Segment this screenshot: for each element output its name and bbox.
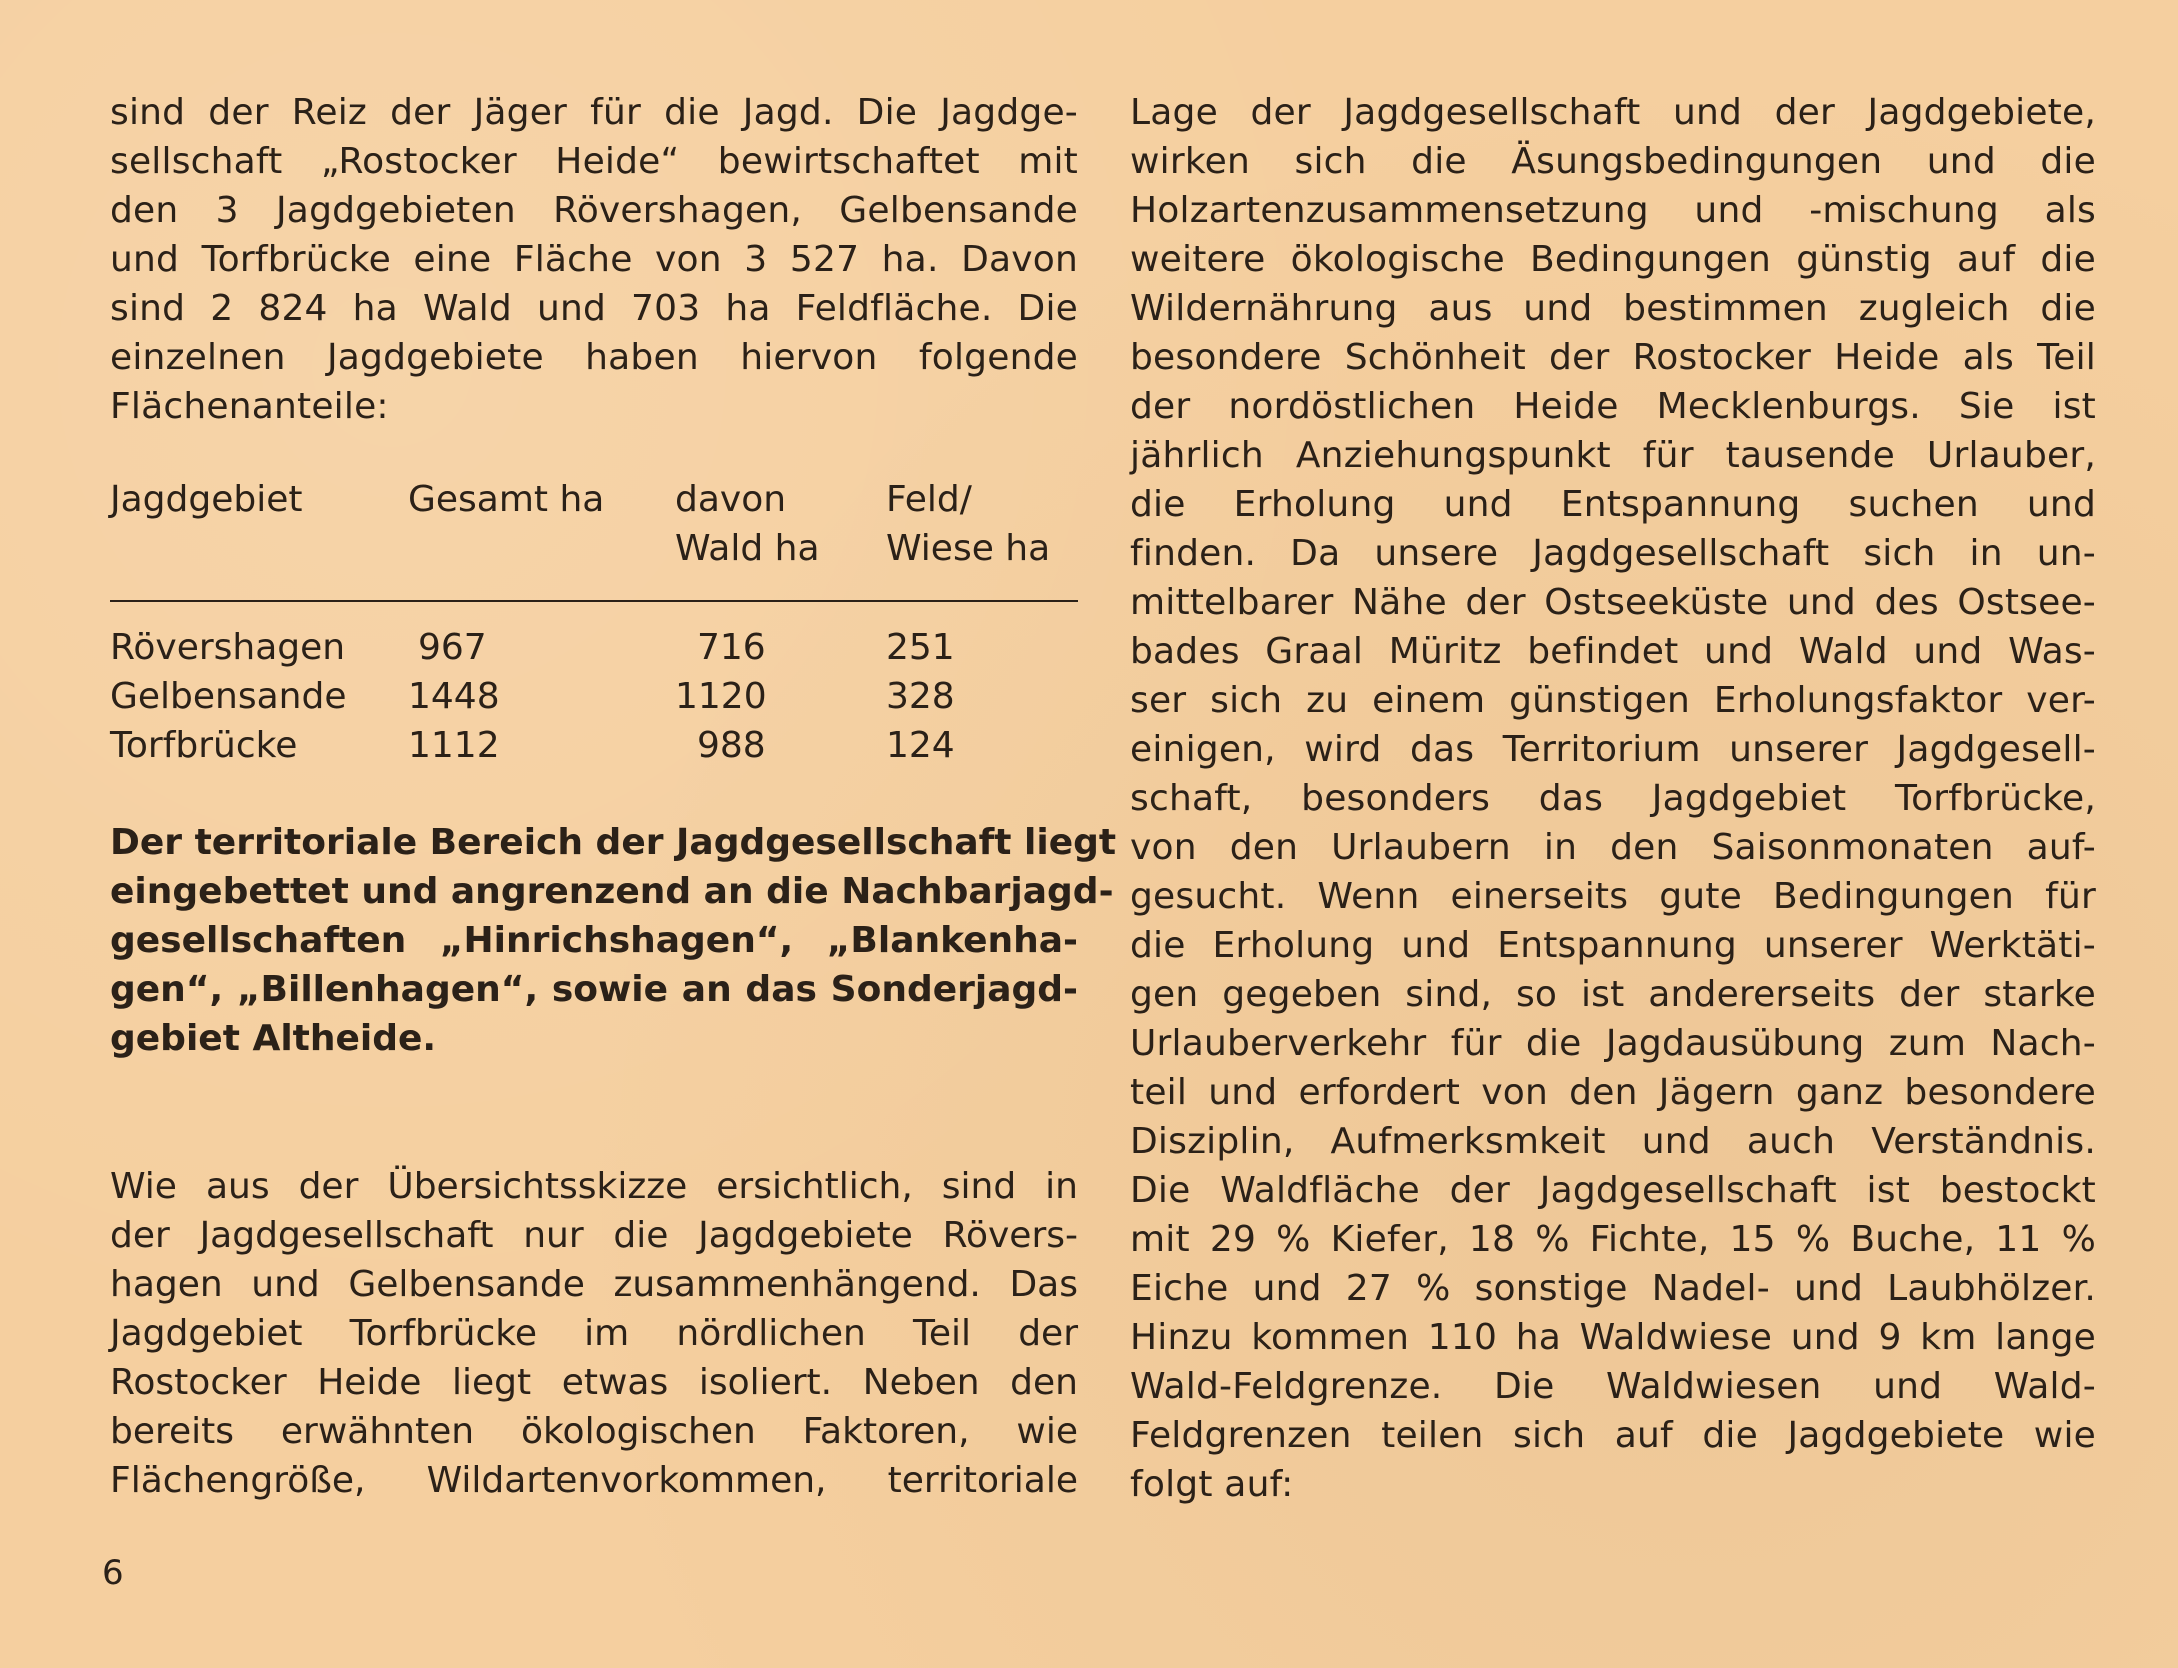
table-row [110,623,1078,672]
text-line: Disziplin, Aufmerksmkeit und auch Verständnis. [1130,1121,2096,1162]
cell-area: Torfbrücke [110,725,298,766]
text-line: gen“, „Billenhagen“, sowie an das Sonderjagd- [110,969,1078,1010]
text-line: einzelnen Jagdgebiete haben hiervon folgende [110,337,1078,378]
header-total: Gesamt ha [408,479,605,520]
text-line: mit 29 % Kiefer, 18 % Fichte, 15 % Buche, 11 % [1130,1219,2096,1260]
text-line: gen gegeben sind, so ist andererseits der starke [1130,974,2096,1015]
text-line: und Torfbrücke eine Fläche von 3 527 ha. Davon [110,239,1078,280]
text-line: Wildernährung aus und bestimmen zugleich die [1130,288,2096,329]
text-line: Flächengröße, Wildartenvorkommen, territoriale [110,1460,1078,1501]
text-line: einigen, wird das Territorium unserer Jagdgesell- [1130,729,2096,770]
text-line: Flächenanteile: [110,386,389,427]
text-line: gesellschaften „Hinrichshagen“, „Blankenha- [110,920,1078,961]
text-line: die Erholung und Entspannung suchen und [1130,484,2096,525]
text-line: ser sich zu einem günstigen Erholungsfaktor ver- [1130,680,2096,721]
text-line: Holzartenzusammensetzung und -mischung als [1130,190,2096,231]
table-row [110,672,1078,721]
text-line: den 3 Jagdgebieten Rövershagen, Gelbensande [110,190,1078,231]
cell-forest: 988 [697,725,766,766]
page-number: 6 [102,1553,124,1593]
cell-total: 967 [418,627,487,668]
text-line: der nordöstlichen Heide Mecklenburgs. Sie ist [1130,386,2096,427]
cell-forest: 1120 [675,676,767,717]
text-line: Jagdgebiet Torfbrücke im nördlichen Teil der [110,1313,1078,1354]
table-header [110,475,1078,579]
text-line: der Jagdgesellschaft nur die Jagdgebiete Rövers- [110,1215,1078,1256]
area-table [110,475,1078,766]
text-line: besondere Schönheit der Rostocker Heide als Teil [1130,337,2096,378]
text-line: Rostocker Heide liegt etwas isoliert. Neben den [110,1362,1078,1403]
text-line: teil und erfordert von den Jägern ganz besondere [1130,1072,2096,1113]
text-line: Der territoriale Bereich der Jagdgesellschaft liegt [110,822,1117,863]
text-line: Hinzu kommen 110 ha Waldwiese und 9 km lange [1130,1317,2096,1358]
text-line: bades Graal Müritz befindet und Wald und Was- [1130,631,2096,672]
table-rule [110,600,1078,602]
lower-left-paragraph [110,1162,1078,1505]
bold-paragraph [110,818,1117,1063]
header-field-line2: Wiese ha [886,528,1051,569]
text-line: sellschaft „Rostocker Heide“ bewirtschaftet mit [110,141,1078,182]
text-line: Eiche und 27 % sonstige Nadel- und Laubhölzer. [1130,1268,2096,1309]
text-line: Wie aus der Übersichtsskizze ersichtlich, sind in [110,1166,1078,1207]
text-line: jährlich Anziehungspunkt für tausende Urlauber, [1130,435,2096,476]
text-line: Feldgrenzen teilen sich auf die Jagdgebiete wie [1130,1415,2096,1456]
cell-field: 251 [886,627,955,668]
left-column-intro [110,88,1078,431]
text-line: sind der Reiz der Jäger für die Jagd. Die Jagdge- [110,92,1078,133]
cell-total: 1448 [408,676,500,717]
cell-area: Rövershagen [110,627,346,668]
text-line: weitere ökologische Bedingungen günstig auf die [1130,239,2096,280]
text-line: bereits erwähnten ökologischen Faktoren, wie [110,1411,1078,1452]
cell-field: 124 [886,725,955,766]
table-row [110,721,1078,770]
cell-area: Gelbensande [110,676,347,717]
header-area: Jagdgebiet [110,479,303,520]
cell-total: 1112 [408,725,500,766]
text-line: hagen und Gelbensande zusammenhängend. Das [110,1264,1078,1305]
header-forest-line1: davon [675,479,787,520]
text-line: eingebettet und angrenzend an die Nachbarjagd- [110,871,1114,912]
text-line: von den Urlaubern in den Saisonmonaten auf- [1130,827,2096,868]
text-line: Wald-Feldgrenze. Die Waldwiesen und Wald- [1130,1366,2096,1407]
header-forest-line2: Wald ha [675,528,820,569]
text-line: gebiet Altheide. [110,1018,437,1059]
text-line: sind 2 824 ha Wald und 703 ha Feldfläche. Die [110,288,1078,329]
table-body [110,623,1078,770]
cell-forest: 716 [697,627,766,668]
text-line: die Erholung und Entspannung unserer Werktäti- [1130,925,2096,966]
text-line: folgt auf: [1130,1464,1294,1505]
right-column [1130,88,2096,1509]
text-line: gesucht. Wenn einerseits gute Bedingungen für [1130,876,2096,917]
text-line: schaft, besonders das Jagdgebiet Torfbrücke, [1130,778,2096,819]
text-line: Urlauberverkehr für die Jagdausübung zum Nach- [1130,1023,2096,1064]
header-field-line1: Feld/ [886,479,972,520]
text-line: mittelbarer Nähe der Ostseeküste und des Ostsee- [1130,582,2096,623]
header-field [886,475,1050,573]
text-line: Lage der Jagdgesellschaft und der Jagdgebiete, [1130,92,2096,133]
text-line: wirken sich die Äsungsbedingungen und die [1130,141,2096,182]
cell-field: 328 [886,676,955,717]
text-line: Die Waldfläche der Jagdgesellschaft ist bestockt [1130,1170,2096,1211]
header-forest [675,475,820,573]
text-line: finden. Da unsere Jagdgesellschaft sich in un- [1130,533,2096,574]
